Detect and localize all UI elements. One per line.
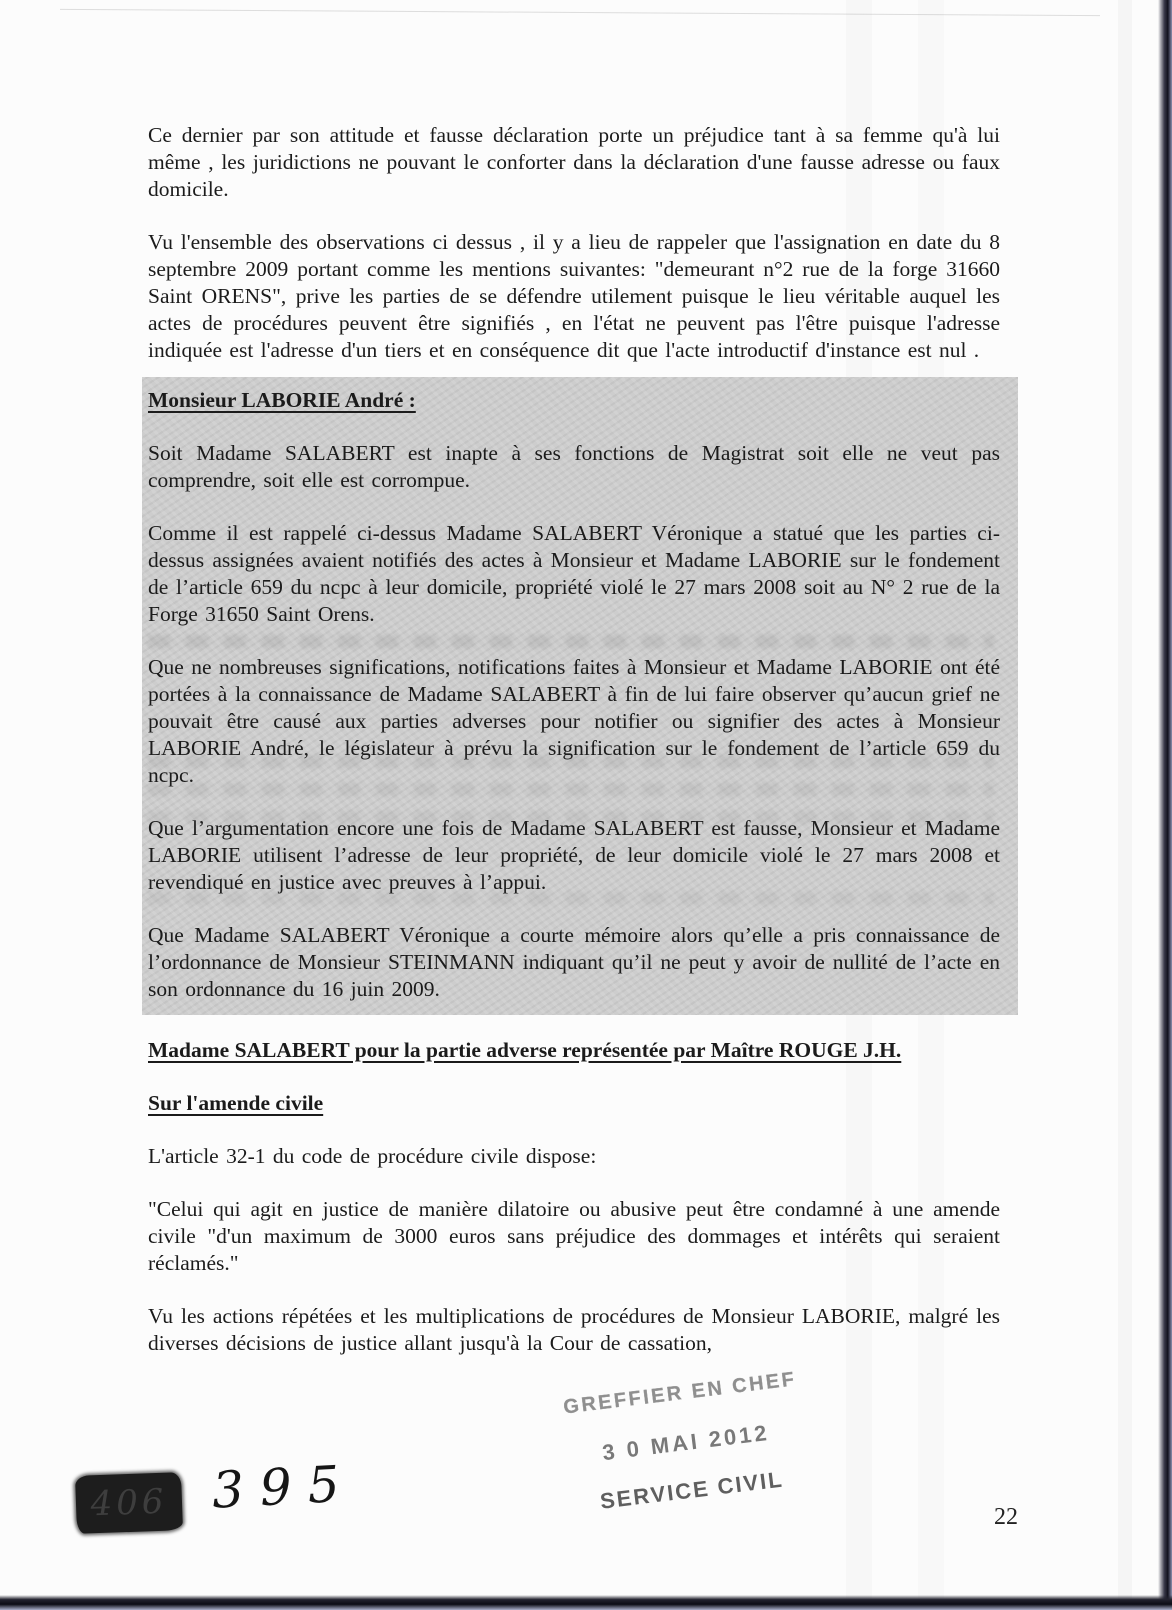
- stamp-line-date: 3 0 MAI 2012: [600, 1419, 771, 1466]
- section-heading-laborie: Monsieur LABORIE André :: [148, 388, 416, 412]
- paragraph-celui-qui-agit: "Celui qui agit en justice de manière dilatoire ou abusive peut être condamné à une amende civile "d'un maximum de 3000 euros sans préjudice des dommages et intérêts qui seraient réclamés.": [148, 1197, 1000, 1275]
- paragraph-courte-memoire: Que Madame SALABERT Véronique a courte mémoire alors qu’elle a pris connaissance de l’ordonnance de Monsieur STEINMANN indiquant qu’il ne peut y avoir de nullité de l’acte en son ordonnance du 16 juin 2009.: [148, 923, 1000, 1001]
- paragraph-comme-rappele: Comme il est rappelé ci-dessus Madame SALABERT Véronique a statué que les parties ci-dessus assignées avaient notifiés des actes à Monsieur et Madame LABORIE sur le fondement de l’article 659 du ncpc à leur domicile, propriété violé le 27 mars 2008 soit au N° 2 rue de la Forge 31650 Saint Orens.: [148, 521, 1000, 626]
- bleedthrough-artifact: [148, 635, 994, 648]
- redacted-handwritten-number: 406: [89, 1481, 169, 1525]
- scan-shadow-bottom: [0, 1595, 1172, 1610]
- page-number: 22: [994, 1504, 1018, 1530]
- paragraph-significations: Que ne nombreuses significations, notifications faites à Monsieur et Madame LABORIE ont été portées à la connaissance de Madame SALABERT à fin de lui faire observer qu’aucun grief ne pouvait être causé aux parties adverses pour notifier ou signifier des actes à Monsieur LABORIE André, le législateur à prévu la signification sur le fondement de l’article 659 du ncpc.: [148, 655, 1000, 787]
- marker-redaction-block: [75, 1472, 183, 1534]
- stamp-line-service-civil: SERVICE CIVIL: [598, 1466, 785, 1514]
- scan-streak-artifact: [1118, 0, 1132, 1610]
- section-heading-salabert: Madame SALABERT pour la partie adverse représentée par Maître ROUGE J.H.: [148, 1038, 902, 1062]
- document-body: [148, 0, 1000, 1383]
- paragraph-prejudice: Ce dernier par son attitude et fausse déclaration porte un préjudice tant à sa femme qu'à lui même , les juridictions ne pouvant le conforter dans la déclaration d'une fausse adresse ou faux domicile.: [148, 123, 1000, 201]
- paragraph-argumentation: Que l’argumentation encore une fois de Madame SALABERT est fausse, Monsieur et Madame LABORIE utilisent l’adresse de leur propriété, de leur domicile violé le 27 mars 2008 et revendiqué en justice avec preuves à l’appui.: [148, 816, 1000, 894]
- highlighted-section-laborie: [142, 377, 1018, 1015]
- stamp-line-greffier-en-chef: GREFFIER EN CHEF: [562, 1368, 798, 1419]
- paragraph-actions-repetees: Vu les actions répétées et les multiplications de procédures de Monsieur LABORIE, malgré les diverses décisions de justice allant jusqu'à la Cour de cassation,: [148, 1304, 1000, 1355]
- scan-shadow-right: [1158, 0, 1172, 1610]
- paragraph-soit-madame: Soit Madame SALABERT est inapte à ses fonctions de Magistrat soit elle ne veut pas comprendre, soit elle est corrompue.: [148, 441, 1000, 492]
- paragraph-assignation: Vu l'ensemble des observations ci dessus , il y a lieu de rappeler que l'assignation en date du 8 septembre 2009 portant comme les mentions suivantes: "demeurant n°2 rue de la forge 31660 Saint ORENS", prive les parties de se défendre utilement puisque le lieu véritable auquel les actes de procédures peuvent être signifiés , en l'état ne peuvent pas l'être puisque l'adresse indiquée est l'adresse d'un tiers et en conséquence dit que l'acte introductif d'instance est nul .: [148, 230, 1000, 362]
- paragraph-article-32-1: L'article 32-1 du code de procédure civile dispose:: [148, 1144, 597, 1168]
- ink-stamp-greffier: [550, 1367, 823, 1520]
- section-heading-amende-civile: Sur l'amende civile: [148, 1091, 324, 1115]
- handwritten-folio-number: 395: [210, 1454, 357, 1520]
